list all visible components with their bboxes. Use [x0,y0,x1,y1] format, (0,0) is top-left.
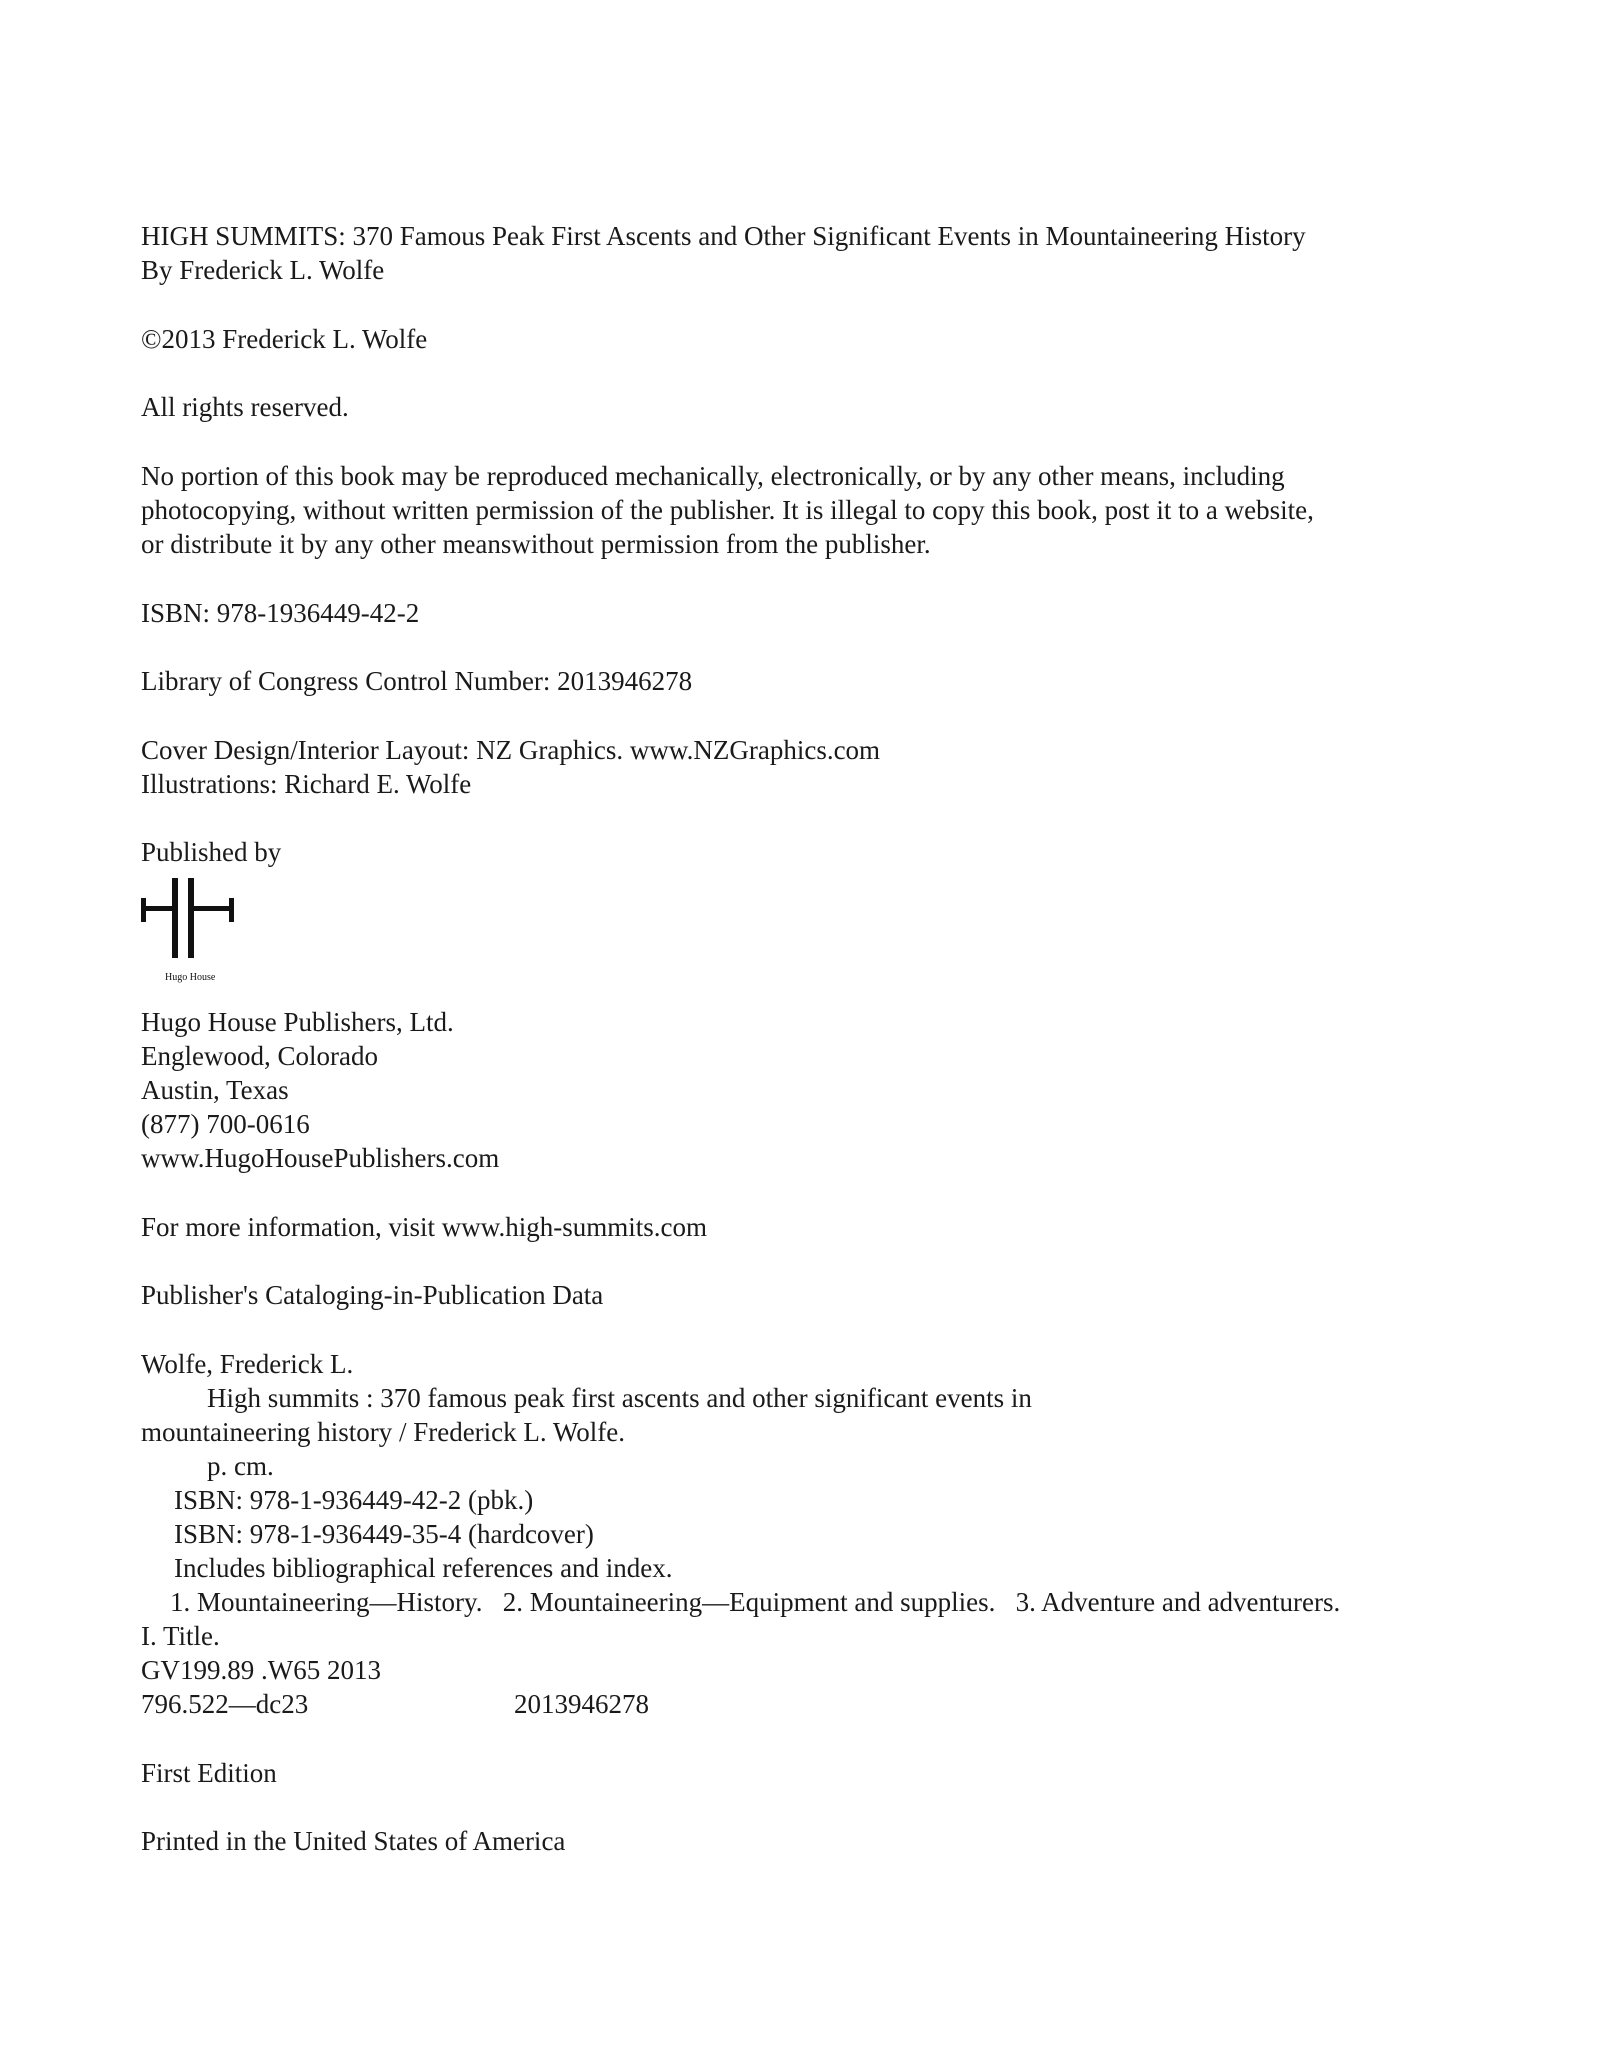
cip-subjects: 1. Mountaineering—History. 2. Mountaineering—Equipment and supplies. 3. Adventure and adventurers. [170,1587,1341,1617]
cip-isbn-hardcover: ISBN: 978-1-936449-35-4 (hardcover) [174,1519,594,1549]
cip-lc-class: GV199.89 .W65 2013 [141,1655,381,1685]
printed-line: Printed in the United States of America [141,1826,566,1856]
publisher-name: Hugo House Publishers, Ltd. [141,1007,454,1037]
cip-author: Wolfe, Frederick L. [141,1349,354,1379]
edition-line: First Edition [141,1758,277,1788]
cip-heading: Publisher's Cataloging-in-Publication Data [141,1280,604,1310]
publisher-phone: (877) 700-0616 [141,1109,310,1139]
publisher-website: www.HugoHousePublishers.com [141,1143,500,1173]
more-info-line: For more information, visit www.high-summits.com [141,1212,707,1242]
publisher-city-1: Englewood, Colorado [141,1041,378,1071]
cip-title-line-2: mountaineering history / Frederick L. Wolfe. [141,1417,625,1447]
credits-design: Cover Design/Interior Layout: NZ Graphics. www.NZGraphics.com [141,735,881,765]
logo-caption: Hugo House [165,972,216,983]
publisher-city-2: Austin, Texas [141,1075,289,1105]
credits-illustrations: Illustrations: Richard E. Wolfe [141,769,472,799]
notice-line-2: photocopying, without written permission of the publisher. It is illegal to copy this book, post it to a website, [141,495,1314,525]
cip-title-line-1: High summits : 370 famous peak first ascents and other significant events in [207,1383,1032,1413]
cip-dewey: 796.522—dc23 [141,1689,309,1719]
isbn-line: ISBN: 978-1936449-42-2 [141,598,420,628]
cip-pages: p. cm. [207,1451,274,1481]
rights-line: All rights reserved. [141,392,349,422]
byline: By Frederick L. Wolfe [141,255,385,285]
lccn-line: Library of Congress Control Number: 2013946278 [141,666,693,696]
copyright-line: ©2013 Frederick L. Wolfe [141,324,428,354]
notice-line-1: No portion of this book may be reproduced mechanically, electronically, or by any other means, including [141,461,1285,491]
cip-title-entry: I. Title. [141,1621,220,1651]
book-title: HIGH SUMMITS: 370 Famous Peak First Ascents and Other Significant Events in Mountaineering History [141,221,1306,251]
hugo-house-hh-logo-icon [141,876,241,988]
cip-isbn-pbk: ISBN: 978-1-936449-42-2 (pbk.) [174,1485,534,1515]
notice-line-3: or distribute it by any other meanswithout permission from the publisher. [141,529,931,559]
cip-includes: Includes bibliographical references and index. [174,1553,673,1583]
cip-control-number: 2013946278 [514,1689,649,1719]
published-by: Published by [141,837,282,867]
